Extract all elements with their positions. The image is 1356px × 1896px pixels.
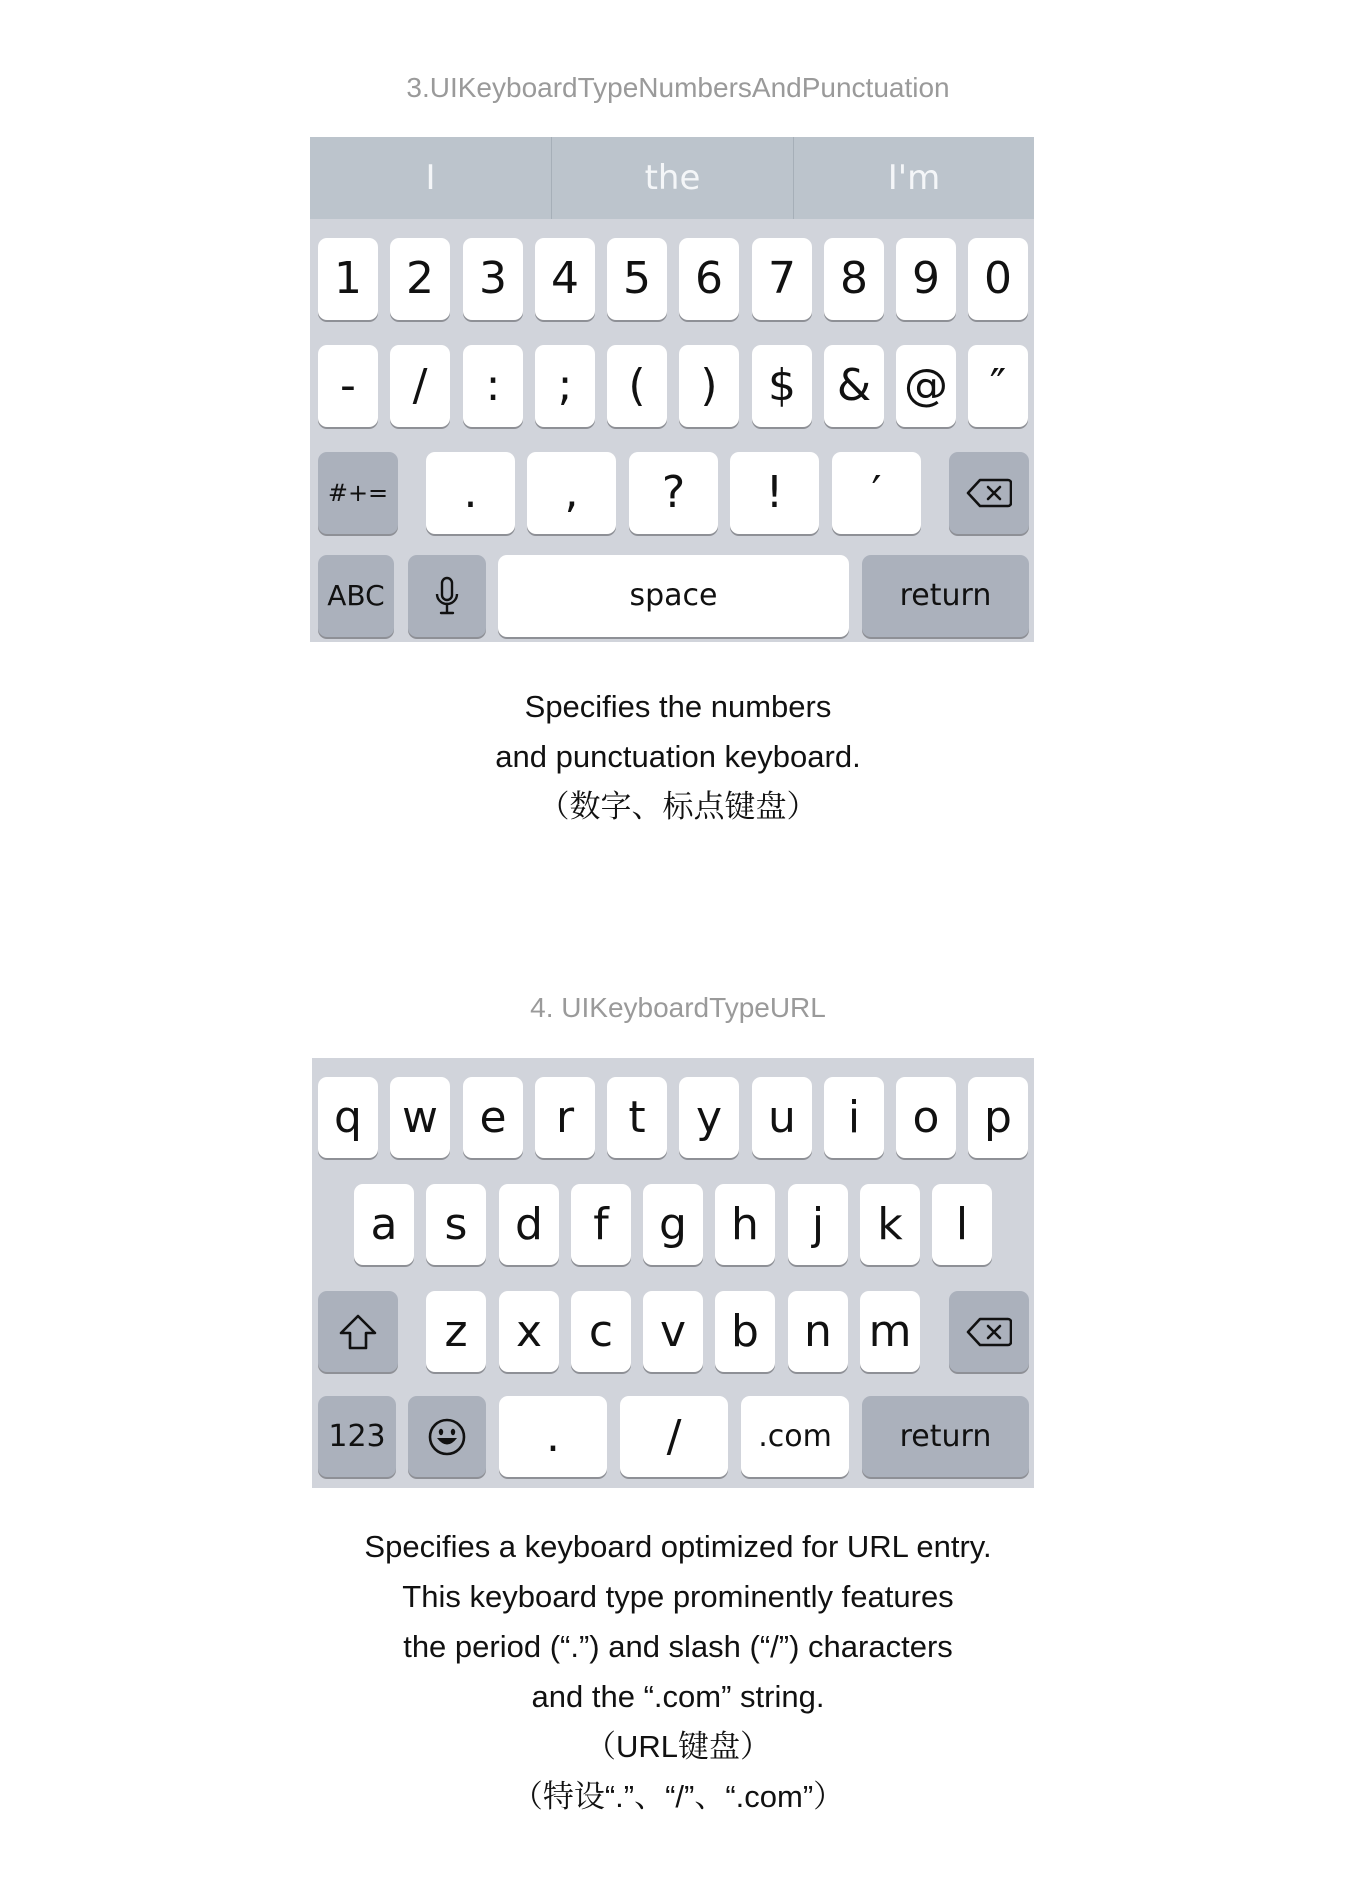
symbols-toggle-key[interactable]: #+= (318, 452, 398, 534)
key-q[interactable]: q (318, 1077, 378, 1158)
key-j[interactable]: j (788, 1184, 848, 1265)
key-at[interactable]: @ (896, 345, 956, 427)
key-double-quote[interactable]: ″ (968, 345, 1028, 427)
emoji-key[interactable] (408, 1396, 486, 1477)
key-slash[interactable]: / (620, 1396, 728, 1477)
key-apostrophe[interactable]: ′ (832, 452, 921, 534)
key-u[interactable]: u (752, 1077, 812, 1158)
key-slash[interactable]: / (390, 345, 450, 427)
key-hyphen[interactable]: - (318, 345, 378, 427)
key-5[interactable]: 5 (607, 238, 667, 320)
key-g[interactable]: g (643, 1184, 703, 1265)
shift-key[interactable] (318, 1291, 398, 1372)
key-p[interactable]: p (968, 1077, 1028, 1158)
key-dollar[interactable]: $ (752, 345, 812, 427)
description-line: Specifies a keyboard optimized for URL entry. (364, 1529, 992, 1564)
abc-key[interactable]: ABC (318, 555, 394, 637)
key-open-paren[interactable]: ( (607, 345, 667, 427)
description-line: This keyboard type prominently features (402, 1579, 954, 1614)
key-x[interactable]: x (499, 1291, 559, 1372)
key-2[interactable]: 2 (390, 238, 450, 320)
key-close-paren[interactable]: ) (679, 345, 739, 427)
key-f[interactable]: f (571, 1184, 631, 1265)
key-b[interactable]: b (715, 1291, 775, 1372)
key-3[interactable]: 3 (463, 238, 523, 320)
microphone-icon (434, 576, 460, 616)
key-c[interactable]: c (571, 1291, 631, 1372)
description-line: （URL键盘） (584, 1729, 771, 1764)
key-k[interactable]: k (860, 1184, 920, 1265)
dictation-key[interactable] (408, 555, 486, 637)
prediction-bar (310, 137, 1034, 219)
description-line: the period (“.”) and slash (“/”) characters (403, 1629, 953, 1664)
key-y[interactable]: y (679, 1077, 739, 1158)
key-h[interactable]: h (715, 1184, 775, 1265)
return-key[interactable]: return (862, 555, 1029, 637)
key-l[interactable]: l (932, 1184, 992, 1265)
key-s[interactable]: s (426, 1184, 486, 1265)
key-1[interactable]: 1 (318, 238, 378, 320)
key-semicolon[interactable]: ; (535, 345, 595, 427)
key-comma[interactable]: , (527, 452, 616, 534)
key-colon[interactable]: : (463, 345, 523, 427)
key-a[interactable]: a (354, 1184, 414, 1265)
emoji-icon (427, 1417, 467, 1457)
description-line: （数字、标点键盘） (538, 789, 818, 824)
dot-com-key[interactable]: .com (741, 1396, 849, 1477)
prediction-2[interactable]: the (644, 158, 701, 198)
shift-icon (338, 1313, 378, 1351)
description-line: （特设“.”、“/”、“.com”） (511, 1779, 845, 1814)
section-4-description (0, 1522, 1356, 1822)
numbers-toggle-key[interactable]: 123 (318, 1396, 396, 1477)
description-line: Specifies the numbers (524, 689, 832, 724)
space-key[interactable]: space (498, 555, 849, 637)
key-i[interactable]: i (824, 1077, 884, 1158)
delete-backspace-icon (966, 478, 1012, 508)
key-z[interactable]: z (426, 1291, 486, 1372)
section-4-title: 4. UIKeyboardTypeURL (530, 992, 826, 1023)
key-8[interactable]: 8 (824, 238, 884, 320)
delete-backspace-icon (966, 1317, 1012, 1347)
section-3-description (0, 682, 1356, 832)
key-6[interactable]: 6 (679, 238, 739, 320)
key-question[interactable]: ? (629, 452, 718, 534)
delete-key[interactable] (949, 452, 1029, 534)
numbers-punctuation-keyboard (310, 137, 1034, 642)
key-0[interactable]: 0 (968, 238, 1028, 320)
key-n[interactable]: n (788, 1291, 848, 1372)
description-line: and punctuation keyboard. (495, 739, 861, 774)
url-keyboard (312, 1058, 1034, 1488)
section-3-title: 3.UIKeyboardTypeNumbersAndPunctuation (406, 72, 950, 103)
key-e[interactable]: e (463, 1077, 523, 1158)
key-period[interactable]: . (426, 452, 515, 534)
key-7[interactable]: 7 (752, 238, 812, 320)
delete-key[interactable] (949, 1291, 1029, 1372)
key-exclamation[interactable]: ! (730, 452, 819, 534)
key-o[interactable]: o (896, 1077, 956, 1158)
key-r[interactable]: r (535, 1077, 595, 1158)
prediction-1[interactable]: I (425, 158, 436, 198)
key-period[interactable]: . (499, 1396, 607, 1477)
prediction-3[interactable]: I'm (887, 158, 941, 198)
key-t[interactable]: t (607, 1077, 667, 1158)
key-9[interactable]: 9 (896, 238, 956, 320)
description-line: and the “.com” string. (531, 1679, 825, 1714)
key-ampersand[interactable]: & (824, 345, 884, 427)
return-key[interactable]: return (862, 1396, 1029, 1477)
key-v[interactable]: v (643, 1291, 703, 1372)
key-w[interactable]: w (390, 1077, 450, 1158)
key-m[interactable]: m (860, 1291, 920, 1372)
key-4[interactable]: 4 (535, 238, 595, 320)
key-d[interactable]: d (499, 1184, 559, 1265)
